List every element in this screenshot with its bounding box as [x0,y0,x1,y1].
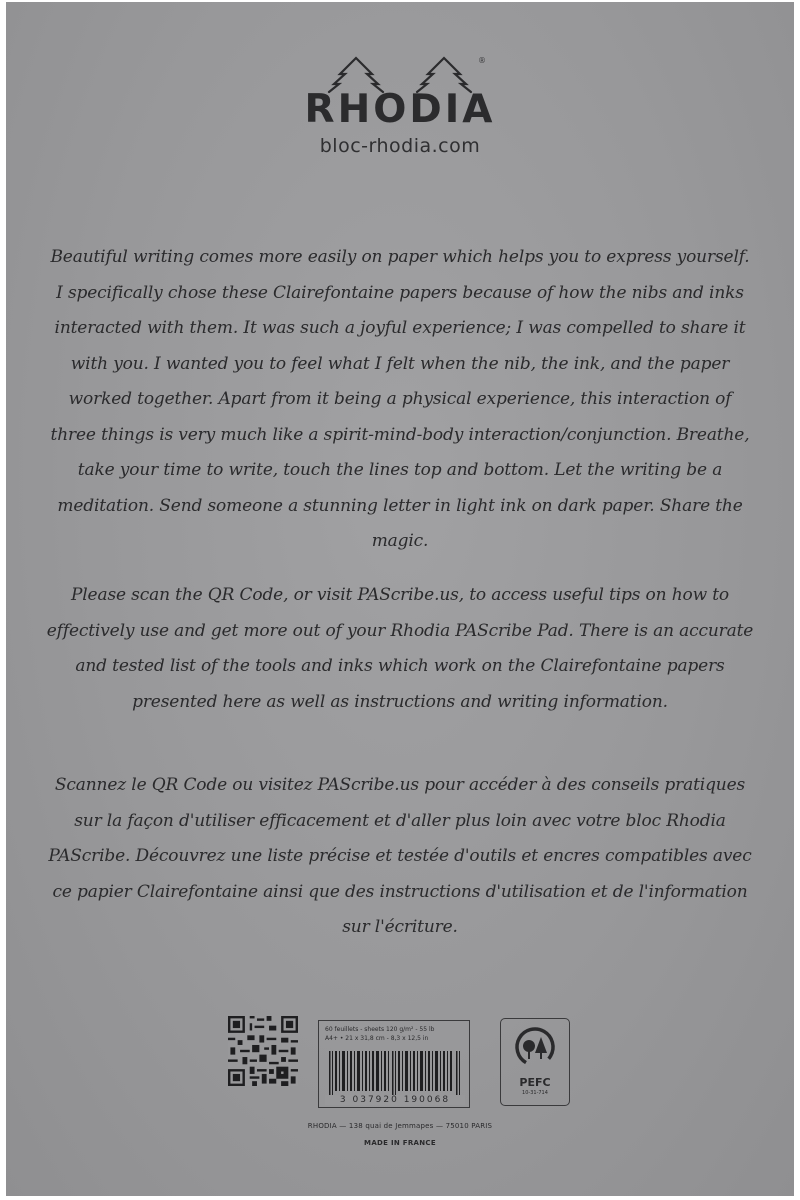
english-paragraph-2: Please scan the QR Code, or visit PAScribe.us, to access useful tips on how to effectively use and get more out of your Rhodia PAScribe Pad. There is an accurate and tested list of the tools and inks which work on the Clairefontaine papers presented here as well as instructions and writing information. [46,585,754,712]
pefc-label: PEFC [519,1076,551,1089]
barcode-icon [329,1051,461,1097]
french-paragraph: Scannez le QR Code ou visitez PAScribe.us pour accéder à des conseils pratiques sur la façon d'utiliser efficacement et d'aller plus loin avec votre bloc Rhodia PAScribe. Découvrez une liste précise et testée d'outils et encres compatibles avec ce papier Clairefontaine ainsi que des instructions d'utilisation et de l'information sur l'écriture. [48,775,752,937]
rhodia-logo [6,52,794,157]
product-info-box [318,1020,470,1108]
made-in-france: MADE IN FRANCE [364,1139,436,1147]
qr-code-icon [228,1016,298,1086]
notepad-back-cover [6,2,794,1196]
barcode-number: 3 037920 190068 [325,1095,465,1105]
website-url: bloc-rhodia.com [319,135,481,157]
pefc-certification [500,1018,570,1106]
pefc-code: 10-31-714 [522,1090,548,1096]
sheets-info: 60 feuillets - sheets 120 g/m² - 55 lb [325,1026,435,1033]
registered-mark: ® [478,56,486,65]
english-paragraph-1: Beautiful writing comes more easily on paper which helps you to express yourself. I specifically chose these Clairefontaine papers because of how the nibs and inks interacted with them. It was such a joyful experience; I was compelled to share it with you. I wanted you to feel what I felt when the nib, the ink, and the paper worked together. Apart from it being a physical experience, this interaction of three things is very much like a spirit-mind-body interaction/conjunction. Breathe, take your time to write, touch the lines top and bottom. Let the writing be a meditation. Send someone a stunning letter in light ink on dark paper. Share the magic. [50,247,750,551]
pefc-tree-icon [511,1023,559,1075]
size-info: A4+ • 21 x 31,8 cm - 8,3 x 12,5 in [325,1035,429,1042]
brand-wordmark: RHODIA [304,87,496,132]
company-address: RHODIA — 138 quai de Jemmapes — 75010 PARIS [307,1122,493,1130]
